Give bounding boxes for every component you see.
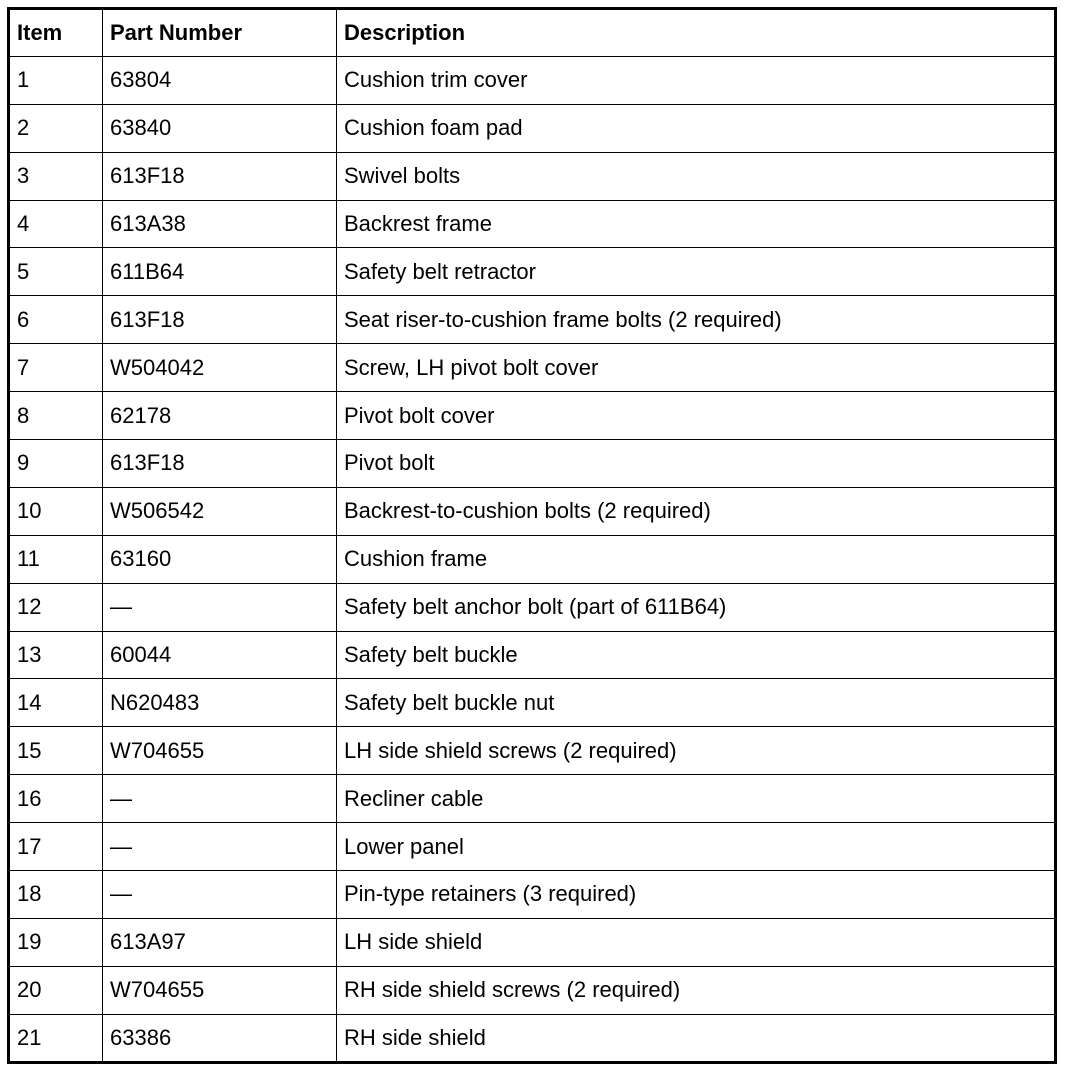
cell-description: Safety belt buckle [337, 631, 1056, 679]
cell-item: 7 [9, 344, 103, 392]
header-part-number: Part Number [103, 9, 337, 57]
cell-part-number: W704655 [103, 966, 337, 1014]
cell-item: 13 [9, 631, 103, 679]
cell-part-number: 611B64 [103, 248, 337, 296]
cell-part-number: 613A97 [103, 918, 337, 966]
cell-description: Recliner cable [337, 775, 1056, 823]
cell-part-number: N620483 [103, 679, 337, 727]
table-header-row [9, 9, 1056, 57]
cell-description: Pivot bolt cover [337, 392, 1056, 440]
cell-description: Safety belt retractor [337, 248, 1056, 296]
table-row [9, 344, 1056, 392]
cell-item: 19 [9, 918, 103, 966]
cell-item: 1 [9, 56, 103, 104]
table-row [9, 296, 1056, 344]
table-row [9, 56, 1056, 104]
cell-description: Cushion trim cover [337, 56, 1056, 104]
cell-item: 17 [9, 823, 103, 871]
table-row [9, 1014, 1056, 1062]
cell-description: Pivot bolt [337, 440, 1056, 488]
table-row [9, 823, 1056, 871]
cell-part-number: 60044 [103, 631, 337, 679]
header-item: Item [9, 9, 103, 57]
cell-description: Lower panel [337, 823, 1056, 871]
cell-item: 21 [9, 1014, 103, 1062]
table-row [9, 727, 1056, 775]
cell-description: LH side shield [337, 918, 1056, 966]
cell-part-number: — [103, 823, 337, 871]
table-row [9, 871, 1056, 919]
cell-description: Safety belt buckle nut [337, 679, 1056, 727]
parts-table [7, 7, 1057, 1064]
table-row [9, 392, 1056, 440]
table-row [9, 440, 1056, 488]
cell-item: 3 [9, 152, 103, 200]
header-description: Description [337, 9, 1056, 57]
cell-part-number: 613A38 [103, 200, 337, 248]
cell-part-number: 63840 [103, 104, 337, 152]
table-body [9, 56, 1056, 1062]
cell-description: RH side shield screws (2 required) [337, 966, 1056, 1014]
table-row [9, 775, 1056, 823]
cell-part-number: 63804 [103, 56, 337, 104]
cell-part-number: 613F18 [103, 440, 337, 488]
cell-description: Backrest frame [337, 200, 1056, 248]
cell-description: LH side shield screws (2 required) [337, 727, 1056, 775]
cell-description: Pin-type retainers (3 required) [337, 871, 1056, 919]
table-row [9, 966, 1056, 1014]
cell-description: Screw, LH pivot bolt cover [337, 344, 1056, 392]
cell-item: 15 [9, 727, 103, 775]
cell-item: 9 [9, 440, 103, 488]
table-row [9, 104, 1056, 152]
cell-item: 12 [9, 583, 103, 631]
cell-part-number: W504042 [103, 344, 337, 392]
cell-part-number: 62178 [103, 392, 337, 440]
cell-item: 16 [9, 775, 103, 823]
cell-part-number: W704655 [103, 727, 337, 775]
cell-description: Backrest-to-cushion bolts (2 required) [337, 487, 1056, 535]
table-row [9, 918, 1056, 966]
table-row [9, 487, 1056, 535]
cell-part-number: 613F18 [103, 296, 337, 344]
table-row [9, 535, 1056, 583]
cell-part-number: — [103, 871, 337, 919]
cell-part-number: — [103, 583, 337, 631]
cell-item: 5 [9, 248, 103, 296]
table-row [9, 248, 1056, 296]
cell-part-number: 63160 [103, 535, 337, 583]
table-row [9, 583, 1056, 631]
cell-description: Cushion frame [337, 535, 1056, 583]
cell-part-number: 613F18 [103, 152, 337, 200]
cell-part-number: W506542 [103, 487, 337, 535]
cell-item: 11 [9, 535, 103, 583]
cell-item: 14 [9, 679, 103, 727]
cell-description: Seat riser-to-cushion frame bolts (2 required) [337, 296, 1056, 344]
table-row [9, 152, 1056, 200]
table-row [9, 200, 1056, 248]
cell-part-number: 63386 [103, 1014, 337, 1062]
cell-item: 6 [9, 296, 103, 344]
cell-part-number: — [103, 775, 337, 823]
cell-item: 18 [9, 871, 103, 919]
table-row [9, 679, 1056, 727]
cell-item: 4 [9, 200, 103, 248]
cell-item: 8 [9, 392, 103, 440]
cell-description: Cushion foam pad [337, 104, 1056, 152]
cell-description: Swivel bolts [337, 152, 1056, 200]
cell-item: 2 [9, 104, 103, 152]
cell-item: 20 [9, 966, 103, 1014]
cell-item: 10 [9, 487, 103, 535]
cell-description: RH side shield [337, 1014, 1056, 1062]
table-row [9, 631, 1056, 679]
cell-description: Safety belt anchor bolt (part of 611B64) [337, 583, 1056, 631]
